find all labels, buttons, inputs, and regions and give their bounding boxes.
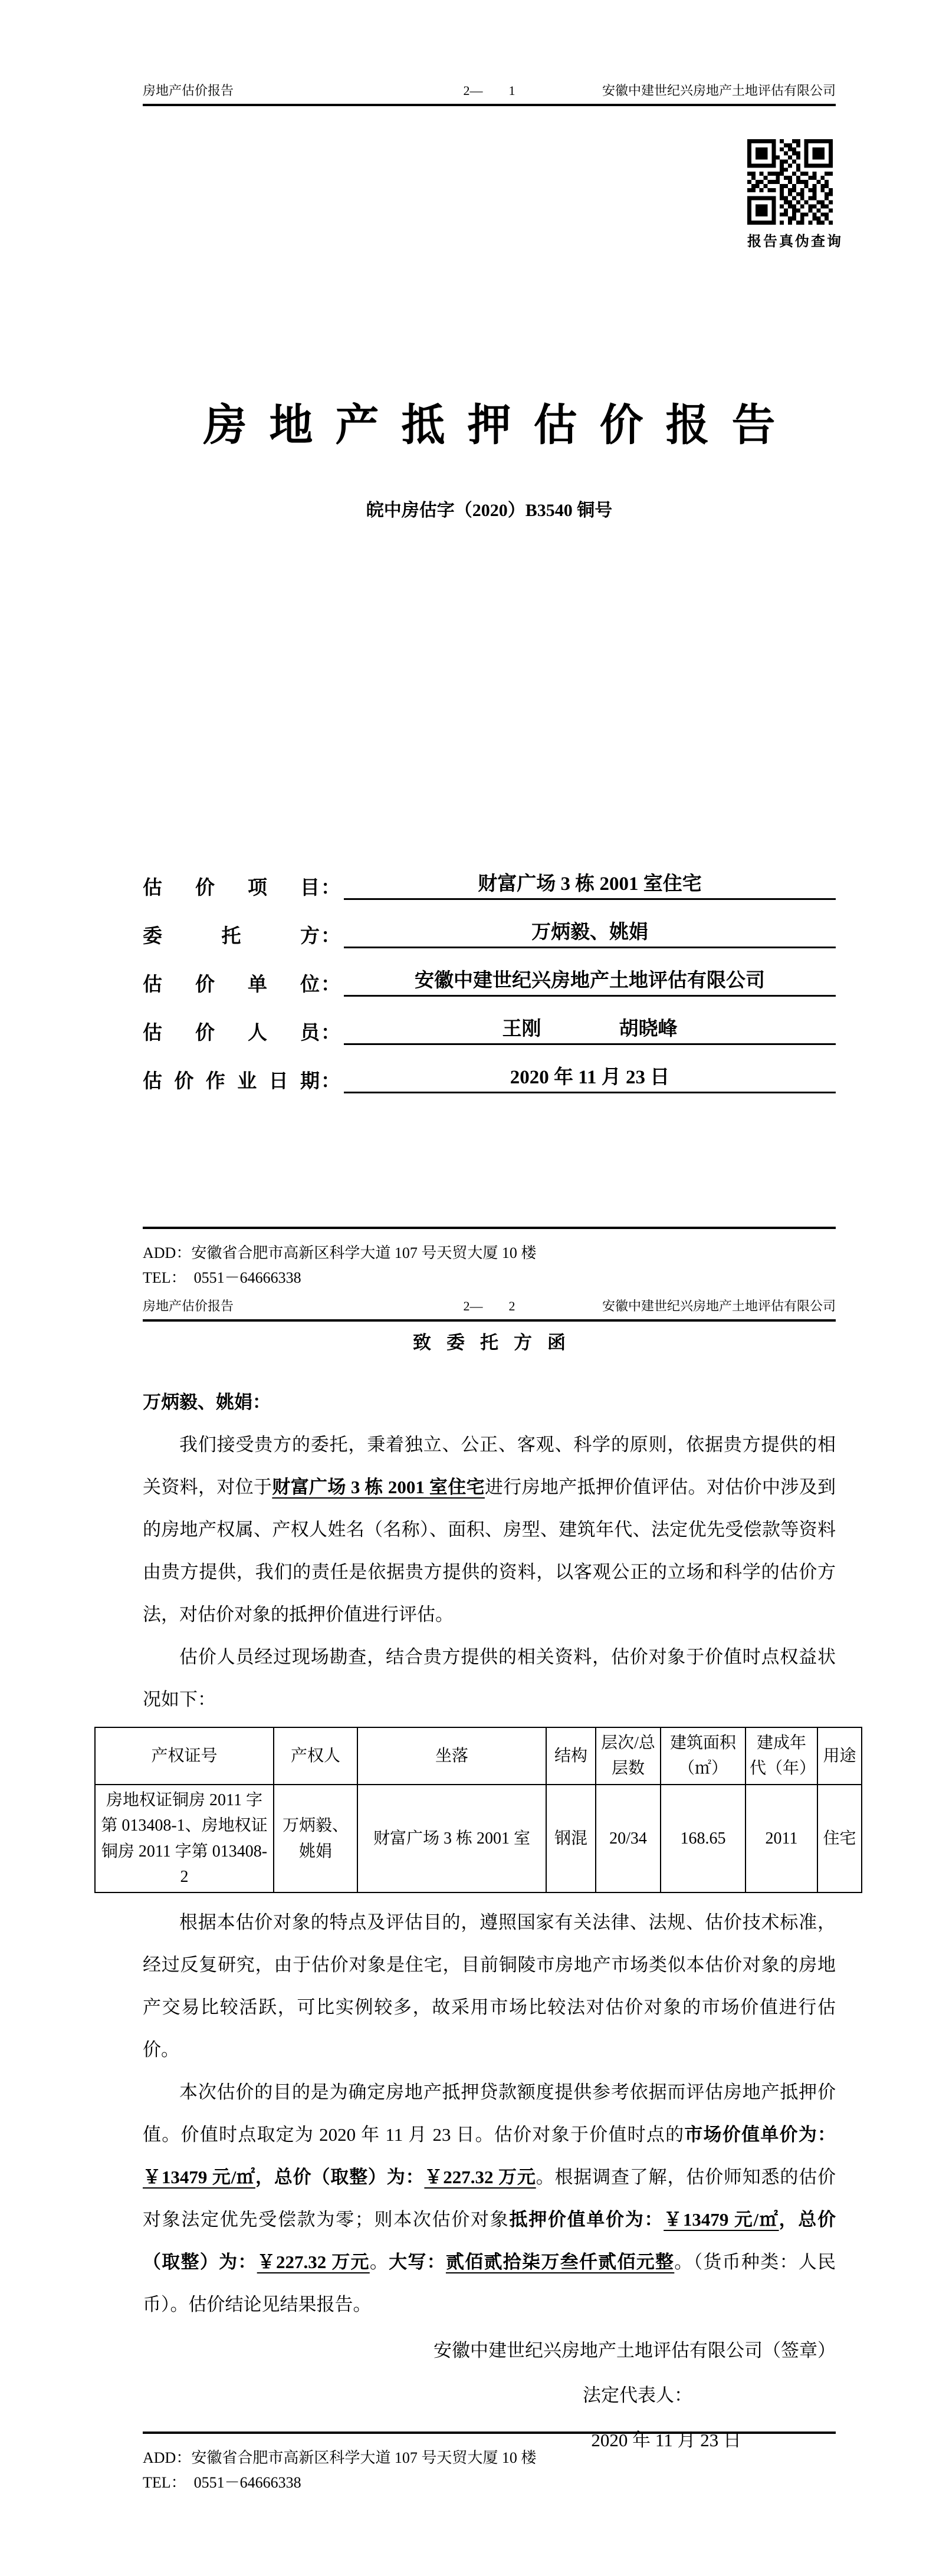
letter-page (0, 1289, 936, 2576)
qr-box (747, 139, 843, 250)
col-structure: 结构 (546, 1727, 596, 1785)
header-company-name: 安徽中建世纪兴房地产土地评估有限公司 (602, 83, 836, 98)
field-date (143, 1045, 836, 1093)
paragraph-intro: 我们接受贵方的委托，秉着独立、公正、客观、科学的原则，依据贵方提供的相关资料，对位于财富广场 3 栋 2001 室住宅进行房地产抵押价值评估。对估价中涉及到的房地产权属、产权人姓名（名称）、面积、房型、建筑年代、法定优先受偿款等资料由贵方提供，我们的责任是依据贵方提供的资料，以客观公正的立场和科学的估价方法，对估价对象的抵押价值进行评估。 (143, 1434, 836, 1625)
col-year: 建成年代（年） (745, 1727, 817, 1785)
cell-structure: 钢混 (546, 1785, 596, 1893)
paragraph-survey: 估价人员经过现场勘查，结合贵方提供的相关资料，估价对象于价值时点权益状况如下： (143, 1647, 836, 1710)
footer-phone: TEL： 0551－64666338 (143, 1269, 301, 1286)
col-cert-no: 产权证号 (95, 1727, 274, 1785)
field-agency-label: 估价单位 (143, 974, 320, 995)
field-client-colon: ： (321, 926, 340, 947)
page2-running-footer (143, 2432, 836, 2495)
header-doc-title: 房地产估价报告 (143, 83, 234, 98)
letter-title: 致委托方函 (413, 1332, 581, 1353)
field-client-value: 万炳毅、姚娟 (344, 916, 836, 948)
cell-use: 住宅 (817, 1785, 862, 1893)
salutation: 万炳毅、姚娟： (143, 1392, 271, 1412)
field-client-label: 委托方 (143, 926, 320, 947)
col-owner: 产权人 (274, 1727, 357, 1785)
signature-legal-representative: 法定代表人： (583, 2385, 692, 2406)
field-agency-colon: ： (321, 974, 340, 995)
qr-block (143, 139, 843, 250)
footer-phone: TEL： 0551－64666338 (143, 2474, 301, 2491)
qr-code (747, 139, 833, 225)
col-area: 建筑面积（㎡） (661, 1727, 745, 1785)
cell-location: 财富广场 3 栋 2001 室 (357, 1785, 546, 1893)
signature-company: 安徽中建世纪兴房地产土地评估有限公司（签章） (433, 2340, 836, 2361)
field-appraisers (143, 997, 836, 1045)
qr-caption: 报告真伪查询 (747, 234, 843, 249)
table-row (95, 1785, 862, 1893)
field-client (143, 900, 836, 948)
cover-fields (143, 852, 836, 1093)
field-agency-value: 安徽中建世纪兴房地产土地评估有限公司 (344, 965, 836, 997)
col-location: 坐落 (357, 1727, 546, 1785)
page2-running-header (143, 1289, 836, 1322)
report-number: 皖中房估字（2020）B3540 铜号 (366, 501, 613, 520)
field-project-value: 财富广场 3 栋 2001 室住宅 (344, 868, 836, 900)
field-appraisers-value: 王刚 胡晓峰 (344, 1013, 836, 1045)
conclusion-paragraphs (143, 1901, 836, 2326)
field-project (143, 852, 836, 900)
field-date-label: 估价作业日期 (143, 1071, 320, 1092)
page1-running-header (143, 0, 836, 106)
cell-cert-no: 房地权证铜房 2011 字第 013408-1、房地权证铜房 2011 字第 013408-2 (95, 1785, 274, 1893)
field-project-colon: ： (321, 878, 340, 899)
header-doc-title: 房地产估价报告 (143, 1299, 234, 1313)
header-page-marker: 2— 2 (463, 1299, 515, 1313)
header-page-marker: 2— 1 (463, 83, 515, 98)
field-date-colon: ： (321, 1071, 340, 1092)
page1-running-footer (143, 1227, 836, 1290)
footer-address: ADD：安徽省合肥市高新区科学大道 107 号天贸大厦 10 楼 (143, 2449, 537, 2466)
field-date-value: 2020 年 11 月 23 日 (344, 1062, 836, 1093)
col-use: 用途 (817, 1727, 862, 1785)
report-title: 房地产抵押估价报告 (203, 402, 798, 450)
field-appraisers-label: 估价人员 (143, 1023, 320, 1044)
paragraph-method: 根据本估价对象的特点及评估目的，遵照国家有关法律、法规、估价技术标准，经过反复研究，由于估价对象是住宅，目前铜陵市房地产市场类似本估价对象的房地产交易比较活跃，可比实例较多，故采用市场比较法对估价对象的市场价值进行估价。 (143, 1912, 836, 2061)
cell-area: 168.65 (661, 1785, 745, 1893)
property-table (94, 1727, 862, 1893)
header-company-name: 安徽中建世纪兴房地产土地评估有限公司 (602, 1299, 836, 1313)
cell-year: 2011 (745, 1785, 817, 1893)
signature-date: 2020 年 11 月 23 日 (591, 2430, 741, 2451)
field-agency (143, 948, 836, 997)
table-header-row (95, 1727, 862, 1785)
field-appraisers-colon: ： (321, 1023, 340, 1044)
field-project-label: 估价项目 (143, 878, 320, 899)
col-floor: 层次/总层数 (596, 1727, 661, 1785)
cell-floor: 20/34 (596, 1785, 661, 1893)
footer-address: ADD：安徽省合肥市高新区科学大道 107 号天贸大厦 10 楼 (143, 1244, 537, 1261)
cell-owner: 万炳毅、姚娟 (274, 1785, 357, 1893)
paragraph-valuation-result: 本次估价的目的是为确定房地产抵押贷款额度提供参考依据而评估房地产抵押价值。价值时点取定为 2020 年 11 月 23 日。估价对象于价值时点的市场价值单价为：￥13479 元/㎡，总价（取整）为：￥227.32 万元。根据调查了解，估价师知悉的估价对象法定优先受偿款为零；则本次估价对象抵押价值单价为：￥13479 元/㎡，总价（取整）为：￥227.32 万元。大写：贰佰贰拾柒万叁仟贰佰元整。（货币种类：人民币）。估价结论见结果报告。 (143, 2082, 836, 2315)
